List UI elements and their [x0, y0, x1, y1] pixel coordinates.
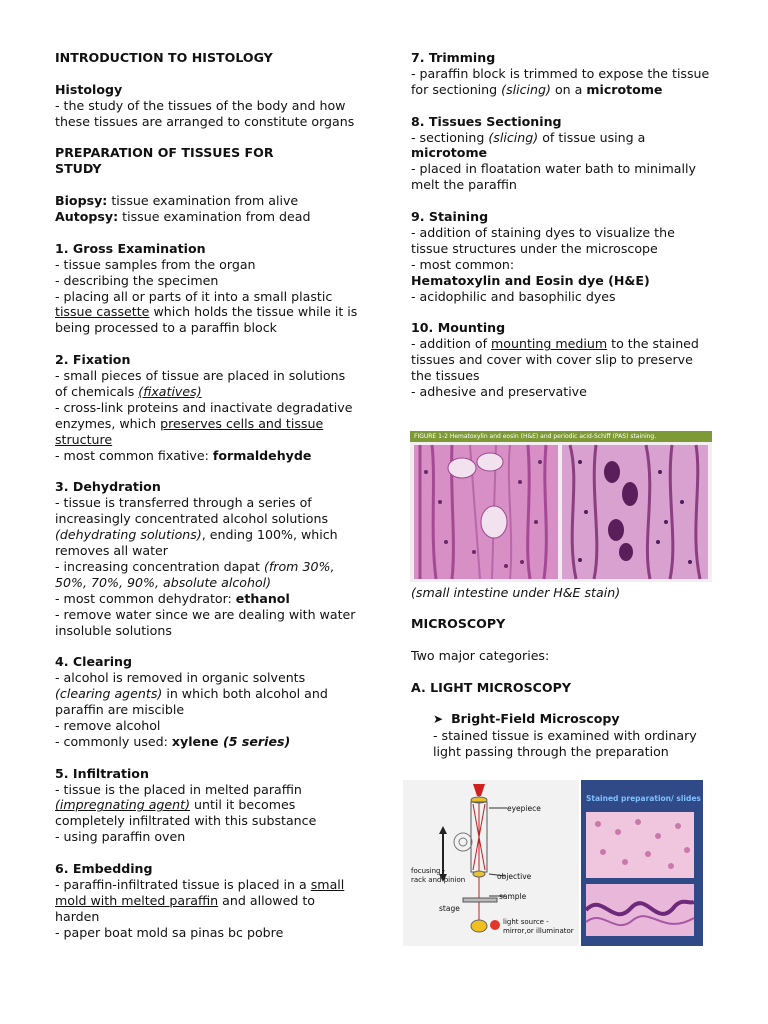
light-source-icon	[490, 920, 500, 930]
microscopy-section	[411, 616, 716, 760]
right-column	[411, 50, 716, 400]
figure-caption-bar: FIGURE 1-2 Hematoxylin and eosin (H&E) and periodic acid-Schiff (PAS) staining.	[410, 431, 712, 442]
objective-label: objective	[497, 872, 532, 881]
step-1-line: - describing the specimen	[55, 272, 219, 288]
step-3-line: - tissue is transferred through a series of increasingly concentrated alcohol solutions (dehydrating solutions), ending 100%, which removes all water	[55, 495, 338, 558]
step-5-line: - using paraffin oven	[55, 829, 186, 845]
step-9-line: - acidophilic and basophilic dyes	[411, 288, 616, 304]
fixatives-term: (fixatives)	[138, 383, 202, 399]
document-title: INTRODUCTION TO HISTOLOGY	[55, 50, 273, 65]
sample-label: sample	[499, 892, 527, 901]
rack-pinion-label: rack and pinion	[411, 876, 466, 884]
preparation-heading-line2: STUDY	[55, 161, 102, 177]
biopsy-line	[55, 193, 360, 209]
step-6-heading: 6. Embedding	[55, 861, 153, 877]
autopsy-label: Autopsy:	[55, 209, 119, 225]
step-9-heading: 9. Staining	[411, 209, 489, 225]
he-dye-term: Hematoxylin and Eosin dye (H&E)	[411, 272, 650, 288]
microscopy-heading: MICROSCOPY	[411, 616, 506, 631]
light-microscopy-heading: A. LIGHT MICROSCOPY	[411, 679, 571, 695]
tissue-cassette-term: tissue cassette	[55, 304, 150, 320]
step-8-line: - placed in floatation water bath to minimally melt the paraffin	[411, 161, 696, 193]
step-4-line: - remove alcohol	[55, 717, 161, 733]
small-mold-term: small mold with melted paraffin	[55, 876, 345, 908]
mounting-medium-term: mounting medium	[491, 336, 608, 352]
step-1-heading: 1. Gross Examination	[55, 240, 206, 256]
he-stain-figure	[410, 431, 712, 582]
step-2-line: - small pieces of tissue are placed in solutions of chemicals (fixatives)	[55, 368, 346, 399]
step-6-line: - paraffin-infiltrated tissue is placed in a small mold with melted paraffin and allowed to harden	[55, 876, 345, 924]
step-3-heading: 3. Dehydration	[55, 479, 161, 495]
step-7-heading: 7. Trimming	[411, 50, 496, 65]
step-9-line: - most common:	[411, 256, 515, 272]
step-2-line: - cross-link proteins and inactivate degradative enzymes, which preserves cells and tissue structure	[55, 399, 353, 447]
preserves-term: preserves cells and tissue structure	[55, 415, 324, 447]
stained-slides-label: Stained preparation/ slides	[586, 794, 701, 803]
histology-heading: Histology	[55, 81, 123, 97]
step-2-line: - most common fixative: formaldehyde	[55, 447, 312, 463]
step-3-line: - most common dehydrator: ethanol	[55, 590, 290, 606]
preparation-heading-line1: PREPARATION OF TISSUES FOR	[55, 145, 274, 161]
formaldehyde-term: formaldehyde	[212, 447, 312, 463]
illuminator-label: mirror,or illuminator	[503, 927, 574, 935]
step-9-line: - addition of staining dyes to visualize the tissue structures under the microscope	[411, 224, 675, 256]
step-8-heading: 8. Tissues Sectioning	[411, 113, 562, 129]
left-column	[55, 50, 360, 941]
bright-field-item	[411, 711, 716, 760]
microscope-diagram	[403, 780, 703, 946]
microscope-figure	[403, 780, 703, 946]
histology-definition: - the study of the tissues of the body and how these tissues are arranged to constitute organs	[55, 97, 355, 129]
impregnating-agent-term: (impregnating agent)	[55, 797, 191, 813]
step-2-heading: 2. Fixation	[55, 352, 131, 368]
bright-field-description: - stained tissue is examined with ordinary light passing through the preparation	[433, 728, 697, 760]
arrow-bullet-icon: ➤	[433, 712, 444, 727]
step-3-line: - remove water since we are dealing with water insoluble solutions	[55, 606, 356, 638]
light-source-label: light source -	[503, 918, 549, 926]
biopsy-text: tissue examination from alive	[107, 193, 299, 209]
step-3-line: - increasing concentration dapat (from 30%, 50%, 70%, 90%, absolute alcohol)	[55, 558, 335, 590]
biopsy-label: Biopsy:	[55, 193, 108, 209]
focusing-label: focusing -	[411, 867, 446, 875]
ethanol-term: ethanol	[235, 590, 290, 606]
figure-1-caption: (small intestine under H&E stain)	[411, 585, 621, 600]
histology-micrograph	[410, 442, 712, 582]
bright-field-heading: ➤ Bright-Field Microscopy	[433, 711, 620, 727]
step-6-line: - paper boat mold sa pinas bc pobre	[55, 924, 284, 940]
step-10-heading: 10. Mounting	[411, 320, 506, 336]
step-7-line: - paraffin block is trimmed to expose the tissue for sectioning (slicing) on a microtome	[411, 65, 710, 97]
stage-label: stage	[439, 904, 460, 913]
categories-intro: Two major categories:	[411, 647, 550, 663]
step-5-heading: 5. Infiltration	[55, 765, 149, 781]
autopsy-line	[55, 209, 360, 225]
step-1-line: - placing all or parts of it into a small plastic tissue cassette which holds the tissue while it is being processed to a paraffin block	[55, 288, 358, 336]
autopsy-text: tissue examination from dead	[118, 209, 311, 225]
step-1-line: - tissue samples from the organ	[55, 256, 256, 272]
step-10-line: - adhesive and preservative	[411, 383, 587, 399]
step-10-line: - addition of mounting medium to the stained tissues and cover with cover slip to preserve the tissues	[411, 336, 699, 384]
step-8-line: - sectioning (slicing) of tissue using a microtome	[411, 129, 646, 161]
eyepiece-label: eyepiece	[507, 804, 541, 813]
step-4-line: - alcohol is removed in organic solvents (clearing agents) in which both alcohol and paraffin are miscible	[55, 670, 328, 718]
step-4-line: - commonly used: xylene (5 series)	[55, 733, 291, 749]
xylene-term: xylene	[171, 733, 223, 749]
step-4-heading: 4. Clearing	[55, 654, 133, 670]
step-5-line: - tissue is the placed in melted paraffin (impregnating agent) until it becomes completely infiltrated with this substance	[55, 781, 317, 829]
